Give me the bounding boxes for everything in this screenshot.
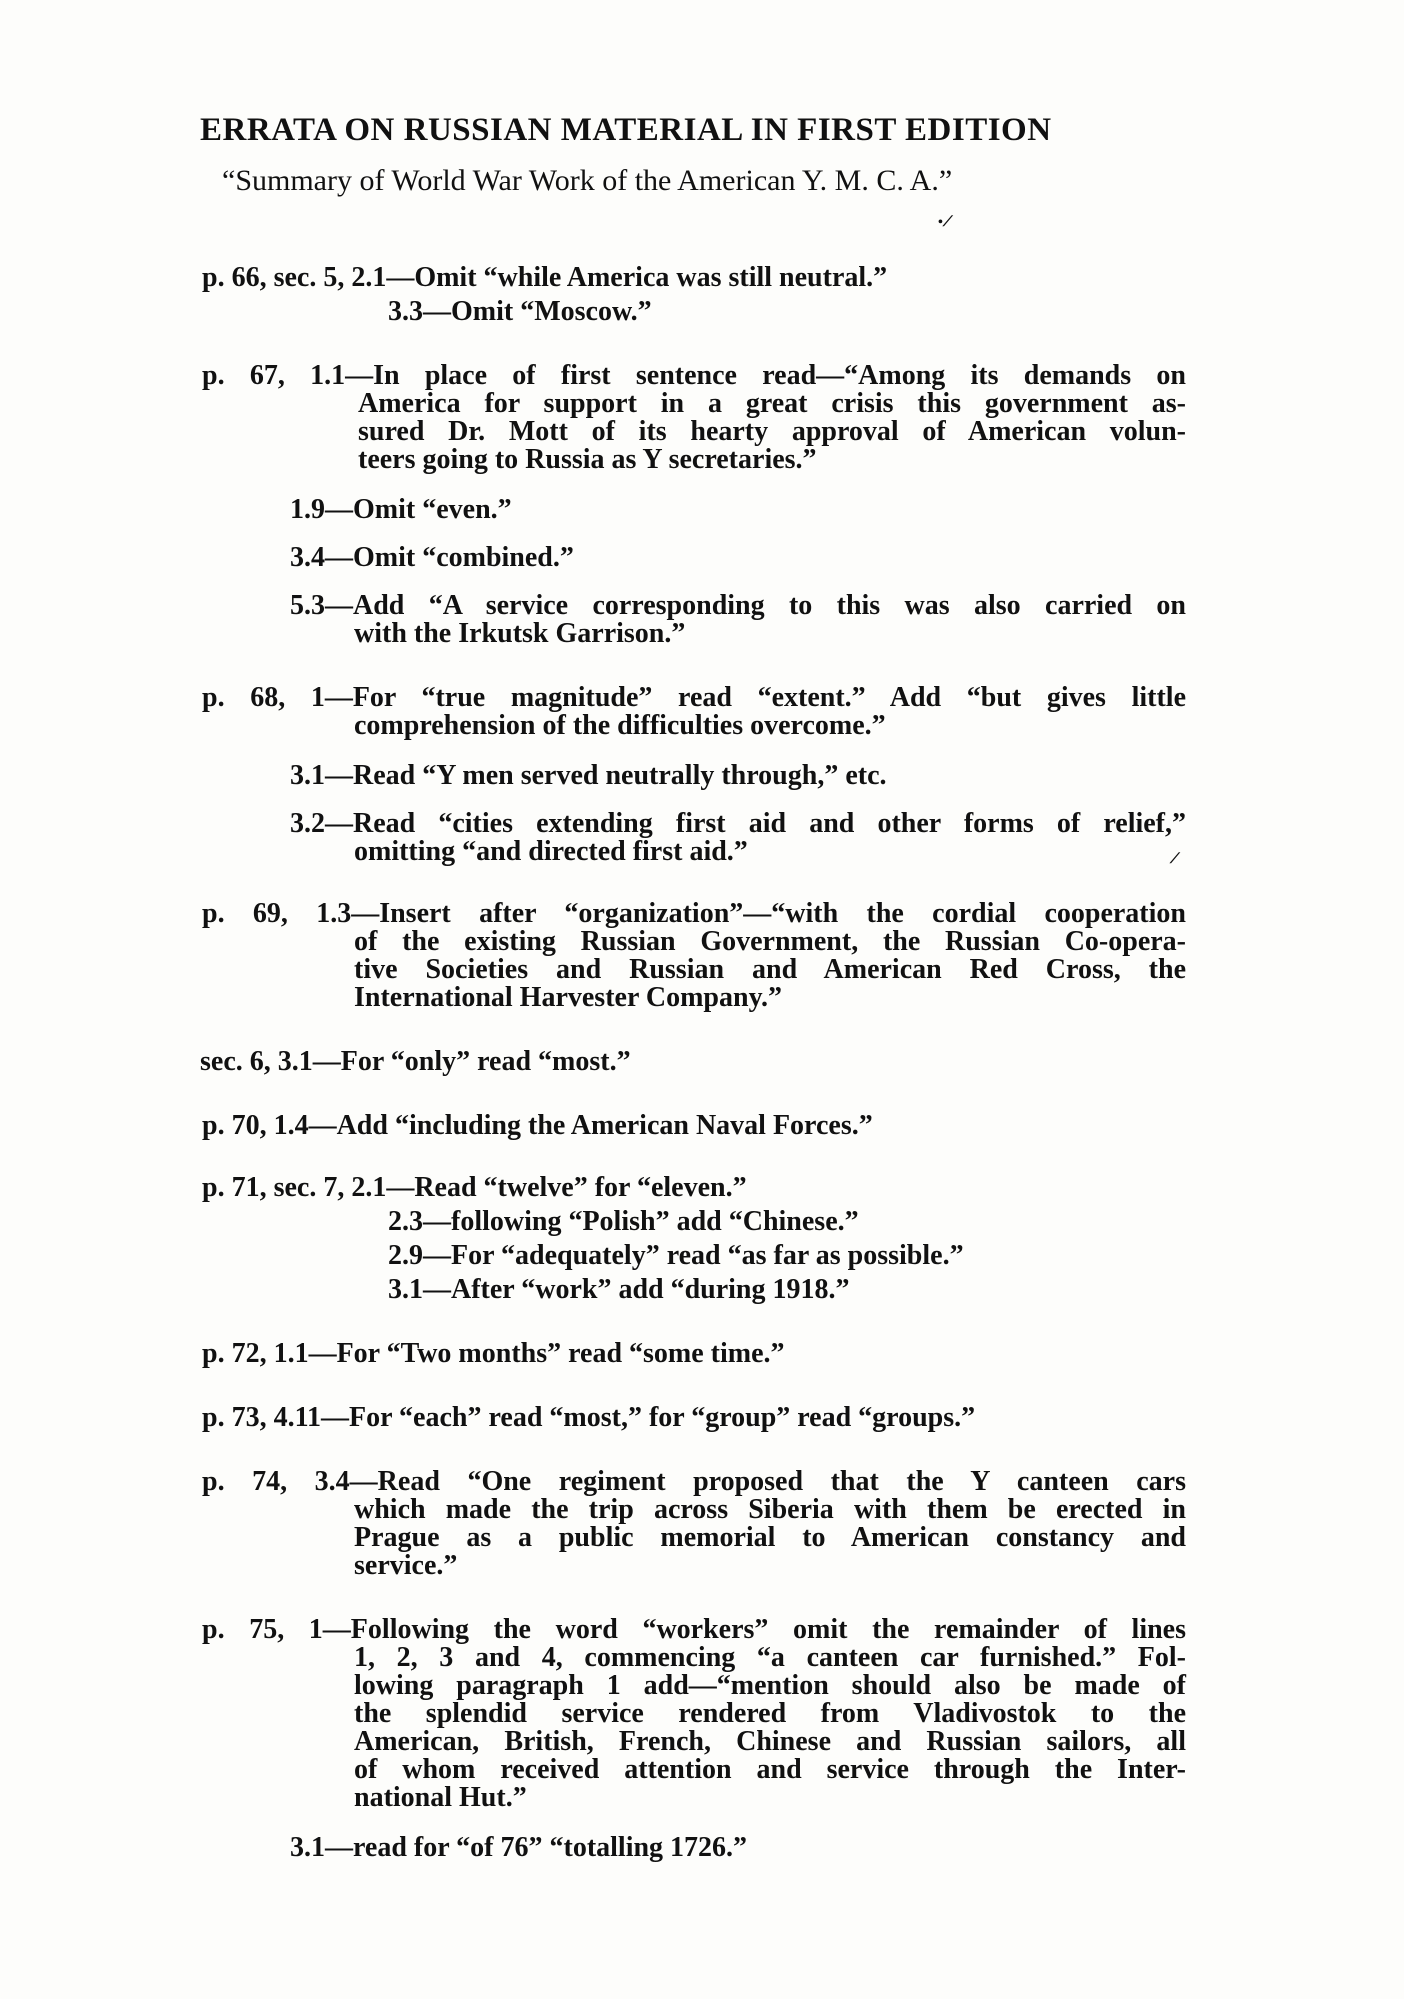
errata-entry-p75-line3: lowing paragraph 1 add—“mention should also be made of	[354, 1670, 1186, 1701]
errata-entry-p75-line2: 1, 2, 3 and 4, commencing “a canteen car furnished.” Fol-	[354, 1642, 1186, 1673]
errata-entry-p75-31: 3.1—read for “of 76” “totalling 1726.”	[290, 1832, 748, 1863]
page-title: ERRATA ON RUSSIAN MATERIAL IN FIRST EDITION	[200, 112, 1052, 148]
errata-entry-p75-line5: American, British, French, Chinese and Russian sailors, all	[354, 1726, 1186, 1757]
errata-entry-p70: p. 70, 1.4—Add “including the American Naval Forces.”	[202, 1110, 873, 1141]
page-subtitle: “Summary of World War Work of the American Y. M. C. A.”	[222, 164, 953, 197]
errata-entry-p74-line3: Prague as a public memorial to American constancy and	[354, 1522, 1186, 1553]
errata-entry-sec6: sec. 6, 3.1—For “only” read “most.”	[200, 1046, 631, 1077]
errata-entry-p69-line2: of the existing Russian Government, the Russian Co-opera-	[354, 926, 1186, 957]
errata-entry-p74-line1: p. 74, 3.4—Read “One regiment proposed that the Y canteen cars	[202, 1466, 1186, 1497]
errata-entry-p74-line4: service.”	[354, 1550, 458, 1581]
errata-entry-p73: p. 73, 4.11—For “each” read “most,” for “group” read “groups.”	[202, 1402, 976, 1433]
errata-entry-p67-19: 1.9—Omit “even.”	[290, 494, 512, 525]
errata-entry-p75-line7: national Hut.”	[354, 1782, 527, 1813]
errata-entry-p68-32-line1: 3.2—Read “cities extending first aid and other forms of relief,”	[290, 808, 1186, 839]
errata-entry-p66-line1: p. 66, sec. 5, 2.1—Omit “while America was still neutral.”	[202, 262, 888, 293]
errata-entry-p69-line3: tive Societies and Russian and American Red Cross, the	[354, 954, 1186, 985]
errata-entry-p67-line4: teers going to Russia as Y secretaries.”	[358, 444, 817, 475]
errata-entry-p67-53-line1: 5.3—Add “A service corresponding to this was also carried on	[290, 590, 1186, 621]
errata-entry-p75-line1: p. 75, 1—Following the word “workers” omit the remainder of lines	[202, 1614, 1186, 1645]
errata-entry-p75-line4: the splendid service rendered from Vladivostok to the	[354, 1698, 1186, 1729]
errata-entry-p68-32-line2: omitting “and directed first aid.”	[354, 836, 748, 867]
errata-entry-p71-line1: p. 71, sec. 7, 2.1—Read “twelve” for “eleven.”	[202, 1172, 747, 1203]
printer-ornament: •⟋	[938, 215, 953, 230]
errata-entry-p67-line1: p. 67, 1.1—In place of first sentence read—“Among its demands on	[202, 360, 1186, 391]
errata-entry-p68-31: 3.1—Read “Y men served neutrally through,” etc.	[290, 760, 887, 791]
stray-mark: ⟋	[1170, 852, 1180, 867]
errata-entry-p67-53-line2: with the Irkutsk Garrison.”	[354, 618, 686, 649]
errata-entry-p71-line2: 2.3—following “Polish” add “Chinese.”	[388, 1206, 859, 1237]
errata-entry-p67-34: 3.4—Omit “combined.”	[290, 542, 574, 573]
errata-entry-p67-line2: America for support in a great crisis this government as-	[358, 388, 1186, 419]
errata-entry-p71-line4: 3.1—After “work” add “during 1918.”	[388, 1274, 850, 1305]
errata-entry-p69-line1: p. 69, 1.3—Insert after “organization”—“with the cordial cooperation	[202, 898, 1186, 929]
errata-entry-p72: p. 72, 1.1—For “Two months” read “some time.”	[202, 1338, 785, 1369]
errata-entry-p75-line6: of whom received attention and service through the Inter-	[354, 1754, 1186, 1785]
errata-entry-p69-line4: International Harvester Company.”	[354, 982, 783, 1013]
errata-entry-p68-line1: p. 68, 1—For “true magnitude” read “extent.” Add “but gives little	[202, 682, 1186, 713]
errata-entry-p67-line3: sured Dr. Mott of its hearty approval of American volun-	[358, 416, 1186, 447]
errata-entry-p66-line2: 3.3—Omit “Moscow.”	[388, 296, 652, 327]
errata-entry-p71-line3: 2.9—For “adequately” read “as far as possible.”	[388, 1240, 964, 1271]
errata-entry-p74-line2: which made the trip across Siberia with them be erected in	[354, 1494, 1186, 1525]
errata-entry-p68-line2: comprehension of the difficulties overcome.”	[354, 710, 886, 741]
